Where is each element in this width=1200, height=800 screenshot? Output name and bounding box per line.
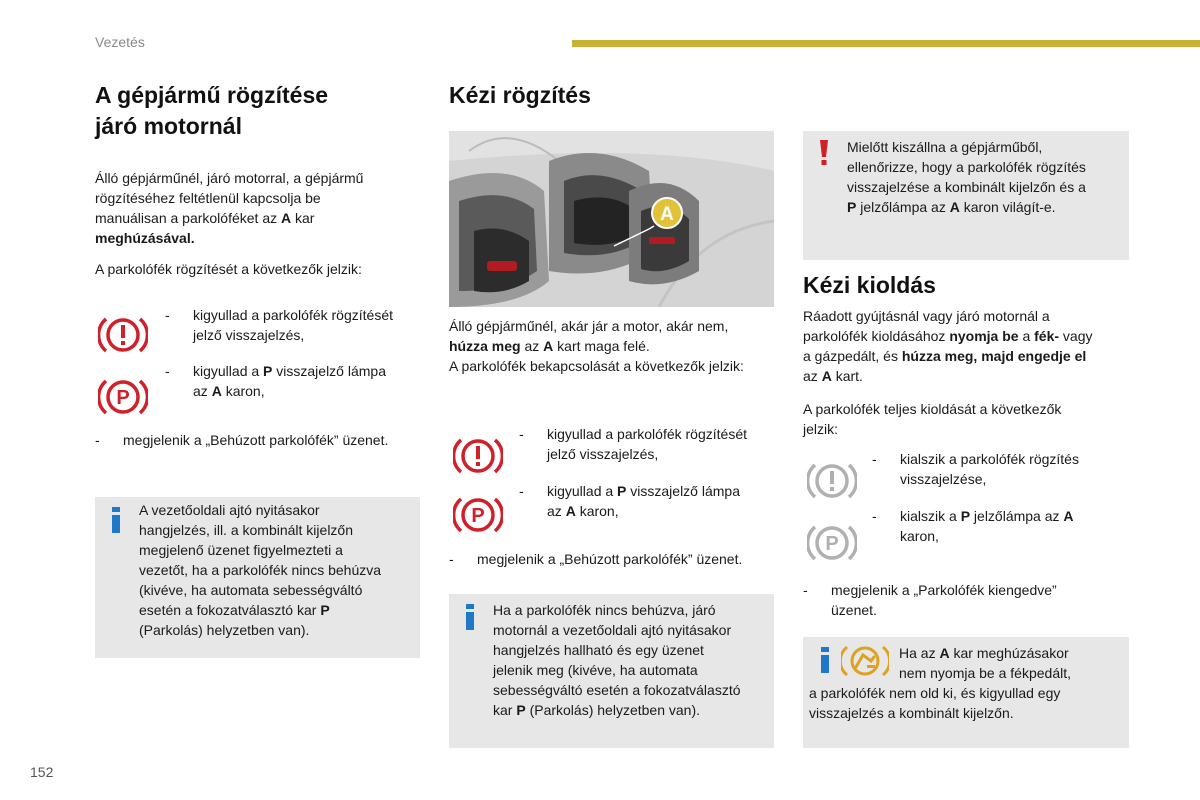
text-line: megjelenik a „Parkolófék kiengedve” — [831, 582, 1057, 598]
bullet-dash: - — [449, 551, 454, 567]
bullet-dash: - — [519, 426, 524, 442]
text-run: meghúzásával. — [95, 230, 195, 246]
col3-release-intro — [803, 399, 1133, 439]
header-accent-bar — [572, 40, 1200, 47]
text-run: P — [516, 702, 526, 718]
col1-title — [95, 80, 328, 142]
text-line — [493, 700, 769, 720]
col3-info-note — [803, 637, 1129, 748]
text-line: motornál a vezetőoldali ajtó nyitásakor — [493, 622, 732, 638]
text-run: jelzőlámpa az — [856, 199, 950, 215]
bullet-dash: - — [519, 483, 524, 499]
text-line: A parkolófék teljes kioldását a következők — [803, 401, 1062, 417]
section-label: Vezetés — [95, 34, 145, 50]
text-run: A — [949, 199, 960, 215]
text-line: visszajelzés a kombinált kijelzőn. — [809, 705, 1014, 721]
note-text-top — [899, 643, 1124, 683]
text-run: (Parkolás) helyzetben van). — [525, 702, 700, 718]
text-run: P — [263, 363, 273, 379]
text-run: karon, — [221, 383, 265, 399]
text-run: az — [193, 383, 212, 399]
text-line: nem nyomja be a fékpedált, — [899, 665, 1071, 681]
col2-intro-paragraph — [449, 316, 779, 376]
bullet-dash: - — [165, 307, 170, 323]
text-run: kart maga felé. — [553, 338, 650, 354]
bullet-text — [547, 424, 747, 464]
text-run: A — [939, 645, 950, 661]
text-line: jelzik: — [803, 421, 839, 437]
note-text — [139, 500, 414, 640]
bullet-text: megjelenik a „Behúzott parkolófék” üzenet. — [477, 551, 743, 567]
text-run: visszajelző lámpa — [626, 483, 740, 499]
col1-title-line1: A gépjármű rögzítése — [95, 82, 329, 108]
note-text — [493, 600, 769, 720]
text-line: hangjelzés hallható és egy üzenet — [493, 642, 704, 658]
callout-label-a: A — [660, 204, 674, 225]
exclamation-warning-icon — [819, 140, 829, 166]
text-run: A — [211, 383, 222, 399]
text-line: A vezetőoldali ajtó nyitásakor — [139, 502, 320, 518]
text-run: a gázpedált, és — [803, 348, 902, 364]
text-line: karon, — [900, 528, 939, 544]
text-run: húzza meg, majd engedje el — [901, 348, 1087, 364]
text-line: a parkolófék nem old ki, és kigyullad egy — [809, 685, 1061, 701]
text-line: Mielőtt kiszállna a gépjárműből, — [847, 139, 1043, 155]
bullet-dash: - — [872, 508, 877, 524]
info-icon — [819, 647, 831, 673]
col3-title: Kézi kioldás — [803, 272, 936, 298]
text-line: Ha a parkolófék nincs behúzva, járó — [493, 602, 716, 618]
col3-warning-note — [803, 131, 1129, 260]
bullet-dash: - — [803, 582, 808, 598]
parking-p-icon — [98, 375, 148, 419]
text-run: P — [847, 199, 857, 215]
text-line: megjelenő üzenet figyelmezteti a — [139, 542, 343, 558]
text-line: jelző visszajelzés, — [193, 327, 305, 343]
text-run: húzza meg — [449, 338, 521, 354]
bullet-dash: - — [872, 451, 877, 467]
text-line: (Parkolás) helyzetben van). — [139, 622, 310, 638]
col1-info-note — [95, 497, 420, 658]
bullet-text — [900, 449, 1079, 489]
parking-brake-lever-illustration — [449, 131, 774, 307]
text-run: A — [565, 503, 576, 519]
info-icon — [110, 507, 122, 533]
text-run: a — [1018, 328, 1035, 344]
bullet-dash: - — [95, 432, 100, 448]
text-run: A — [1063, 508, 1074, 524]
text-line: kigyullad a parkolófék rögzítését — [193, 307, 393, 323]
text-line: hangjelzés, ill. a kombinált kijelzőn — [139, 522, 353, 538]
foot-on-brake-icon — [841, 643, 889, 679]
text-run: A — [281, 210, 292, 226]
text-run: parkolófék kioldásához — [803, 328, 950, 344]
text-run: P — [960, 508, 971, 524]
text-line: visszajelzése a kombinált kijelzőn és a — [847, 179, 1086, 195]
bullet-text — [193, 305, 393, 345]
text-run: kar meghúzásakor — [949, 645, 1069, 661]
text-run: manuálisan a parkolóféket az — [95, 210, 281, 226]
text-line: Ráadott gyújtásnál vagy járó motornál a — [803, 308, 1050, 324]
svg-text:P: P — [471, 505, 485, 527]
col3-intro-paragraph — [803, 306, 1133, 386]
bullet-text — [900, 506, 1074, 546]
text-line: rögzítéséhez feltétlenül kapcsolja be — [95, 190, 321, 206]
text-run: A — [543, 338, 554, 354]
text-line — [193, 381, 386, 401]
text-line: A parkolófék bekapcsolását a következők jelzik: — [449, 358, 744, 374]
text-run: visszajelző lámpa — [272, 363, 386, 379]
text-line — [847, 197, 1127, 217]
text-line: vezetőt, ha a parkolófék nincs behúzva — [139, 562, 382, 578]
text-run: kar — [493, 702, 517, 718]
col2-info-note — [449, 594, 774, 748]
text-run: az — [520, 338, 544, 354]
text-run: P — [320, 602, 330, 618]
info-icon — [464, 604, 476, 630]
text-line: kialszik a parkolófék rögzítés — [900, 451, 1079, 467]
parking-p-off-icon — [807, 521, 857, 565]
text-line: jelenik meg (kivéve, ha automata — [493, 662, 698, 678]
text-run: kialszik a — [900, 508, 961, 524]
text-run: Ha az — [899, 645, 940, 661]
text-line — [547, 501, 740, 521]
bullet-text — [547, 481, 740, 521]
text-line: (kivéve, ha automata sebességváltó — [139, 582, 363, 598]
page-number: 152 — [30, 764, 54, 780]
col2-title: Kézi rögzítés — [449, 82, 591, 108]
note-text-bottom — [809, 683, 1125, 723]
text-line: Álló gépjárműnél, járó motorral, a gépjármű — [95, 170, 364, 186]
text-line — [139, 600, 414, 620]
text-run: kigyullad a — [547, 483, 618, 499]
col1-intro-paragraph — [95, 168, 415, 248]
text-line — [899, 643, 1124, 663]
text-run: jelzőlámpa az — [970, 508, 1064, 524]
col1-indicators-intro: A parkolófék rögzítését a következők jelzik: — [95, 261, 362, 277]
text-line — [803, 366, 1133, 386]
warning-text — [847, 137, 1127, 217]
text-line — [803, 346, 1133, 366]
text-line: kigyullad a parkolófék rögzítését — [547, 426, 747, 442]
bullet-text: megjelenik a „Behúzott parkolófék” üzenet. — [123, 432, 389, 448]
text-line — [193, 361, 386, 381]
svg-text:P: P — [825, 533, 839, 555]
text-line — [95, 208, 415, 228]
text-run: az — [803, 368, 822, 384]
text-line: Álló gépjárműnél, akár jár a motor, akár nem, — [449, 318, 729, 334]
bullet-text — [831, 580, 1057, 620]
parking-p-icon — [453, 493, 503, 537]
brake-warning-icon — [98, 313, 148, 357]
text-line: sebességváltó esetén a fokozatválasztó — [493, 682, 741, 698]
text-run: az — [547, 503, 566, 519]
text-run: esetén a fokozatválasztó kar — [139, 602, 321, 618]
text-run: P — [617, 483, 627, 499]
text-line: ellenőrizze, hogy a parkolófék rögzítés — [847, 159, 1086, 175]
svg-text:P: P — [116, 387, 130, 409]
text-run: kigyullad a — [193, 363, 264, 379]
text-line — [803, 326, 1133, 346]
text-line: visszajelzése, — [900, 471, 987, 487]
text-run: fék- — [1034, 328, 1060, 344]
text-line: jelző visszajelzés, — [547, 446, 659, 462]
text-line — [449, 336, 779, 356]
text-line: üzenet. — [831, 602, 877, 618]
text-run: kart. — [831, 368, 863, 384]
text-line — [900, 506, 1074, 526]
col1-title-line2: járó motornál — [95, 113, 242, 139]
brake-warning-off-icon — [807, 459, 857, 503]
text-run: nyomja be — [949, 328, 1019, 344]
text-run: karon, — [575, 503, 619, 519]
text-run: A — [821, 368, 832, 384]
text-run: kar — [291, 210, 315, 226]
text-run: karon világít-e. — [959, 199, 1056, 215]
text-line — [547, 481, 740, 501]
bullet-dash: - — [165, 363, 170, 379]
text-run: vagy — [1059, 328, 1093, 344]
bullet-text — [193, 361, 386, 401]
brake-warning-icon — [453, 434, 503, 478]
